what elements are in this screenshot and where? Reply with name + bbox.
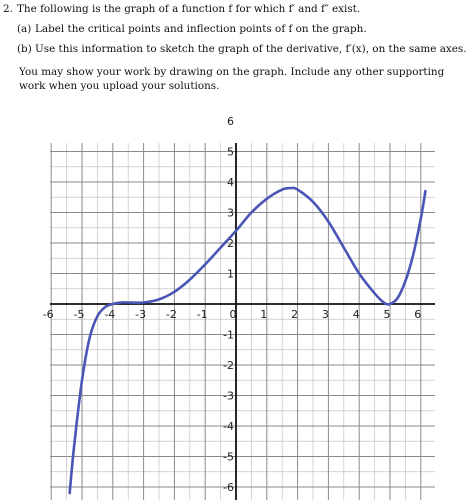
x-tick-label: 5 [383,308,391,321]
part-b-label: (b) [17,43,32,55]
x-tick-label: 0 [229,308,237,321]
x-tick-label: -5 [73,308,85,321]
part-a-label: (a) [17,23,32,35]
problem-number: 2. [3,3,13,15]
x-tick-label: -3 [135,308,147,321]
y-tick-label: -1 [223,328,234,342]
instructions-text: You may show your work by drawing on the graph. Include any other supporting work when you upload your solutions. [19,66,445,92]
part-a-text: Label the critical points and inflection points of f on the graph. [35,23,367,35]
axes [50,143,435,500]
x-tick-label: 1 [260,308,268,321]
x-tick-label: 3 [321,308,329,321]
y-tick-label: -5 [223,450,234,464]
function-curve [70,188,426,493]
y-tick-label: 4 [227,176,234,189]
y-tick-label: 3 [227,206,234,220]
x-tick-label: -6 [42,308,54,321]
y-tick-label: 2 [227,237,234,250]
y-tick-label: -4 [223,420,234,433]
y-tick-label: -3 [223,389,234,403]
minor-grid [50,143,435,500]
part-b-text: Use this information to sketch the graph of the derivative, f′(x), on the same axes. [35,43,467,55]
major-grid [50,143,435,500]
x-tick-label: -2 [165,308,177,321]
problem-intro-text: The following is the graph of a function f for which f′ and f″ exist. [17,3,361,15]
x-tick-label: 6 [414,308,422,321]
x-tick-label: 2 [291,308,299,321]
y-tick-label: 1 [227,267,234,281]
y-tick-label: 6 [227,115,234,128]
y-tick-label: -6 [223,481,234,494]
y-tick-label: 5 [227,145,234,159]
x-tick-label: -1 [196,308,208,321]
y-tick-label: -2 [223,359,234,372]
x-tick-label: 4 [352,308,360,321]
x-tick-label: -4 [104,308,116,321]
